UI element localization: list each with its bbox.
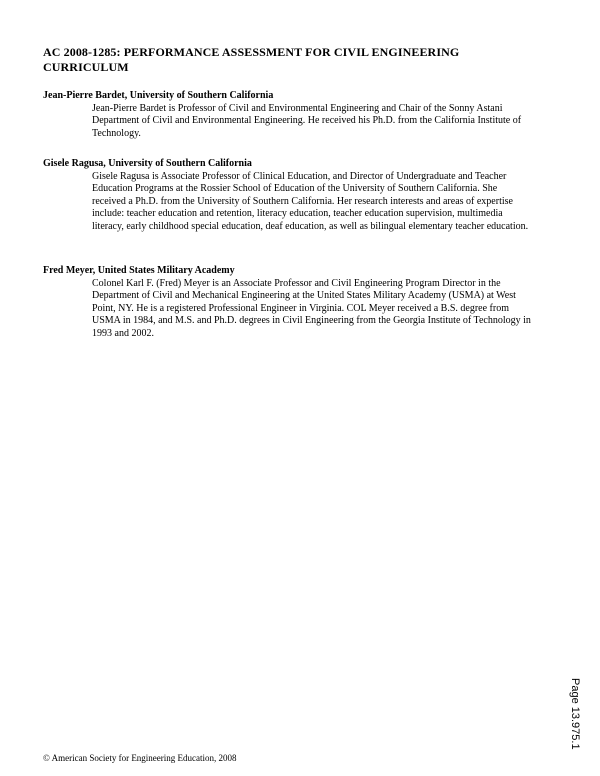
copyright-footer: © American Society for Engineering Education, 2008 <box>43 753 237 763</box>
author-bio: Jean-Pierre Bardet is Professor of Civil and Environmental Engineering and Chair of the Sonny Astani Department of Civil and Environmental Engineering. He received his Ph.D. from the California Institute of Technology. <box>92 102 522 139</box>
author-section-bardet <box>43 90 543 140</box>
author-bio: Colonel Karl F. (Fred) Meyer is an Associate Professor and Civil Engineering Program Director in the Department of Civil and Mechanical Engineering at the United States Military Academy (USMA) at West Point, NY. He is a registered Professional Engineer in Virginia. COL Meyer received a B.S. degree from USMA in 1984, and M.S. and Ph.D. degrees in Civil Engineering from the Georgia Institute of Technology in 1993 and 2002. <box>92 277 531 339</box>
author-bio: Gisele Ragusa is Associate Professor of Clinical Education, and Director of Undergraduate and Teacher Education Programs at the Rossier School of Education of the University of Southern California. She received a Ph.D. from the University of Southern California. Her research interests and areas of expertise include: teacher education and retention, literacy education, teacher education supervision, multimedia literacy, early childhood special education, deaf education, as well as bilingual elementary teacher education. <box>92 170 529 232</box>
author-section-meyer <box>43 265 543 340</box>
author-heading: Jean-Pierre Bardet, University of Southern California <box>43 90 274 101</box>
author-section-ragusa <box>43 158 543 233</box>
author-heading: Gisele Ragusa, University of Southern California <box>43 158 252 169</box>
paper-title: AC 2008-1285: PERFORMANCE ASSESSMENT FOR CIVIL ENGINEERING CURRICULUM <box>43 45 460 74</box>
page-number-label: Page 13.975.1 <box>569 678 581 750</box>
author-heading: Fred Meyer, United States Military Academy <box>43 265 235 276</box>
